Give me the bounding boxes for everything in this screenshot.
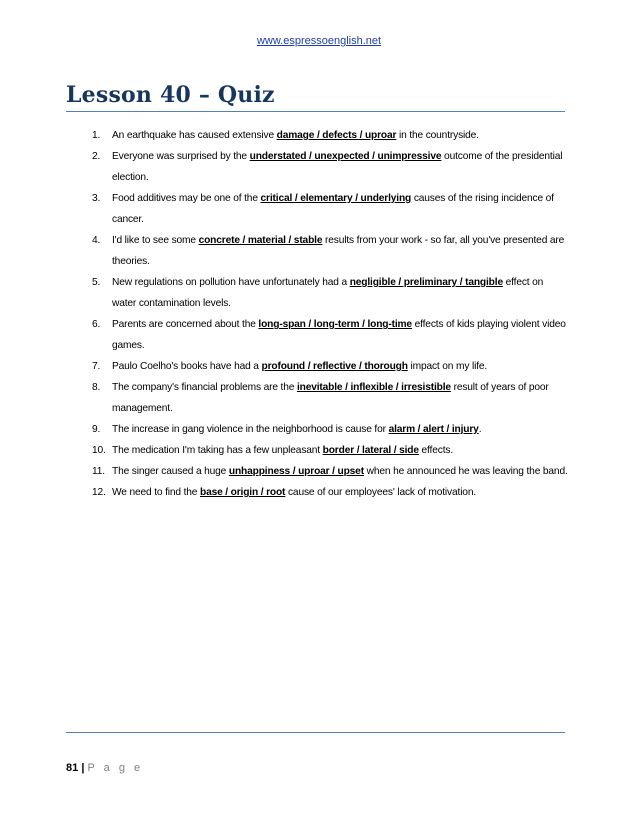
question-text-before: Parents are concerned about the xyxy=(112,319,259,330)
item-number: 3. xyxy=(92,193,101,204)
answer-choices: border / lateral / side xyxy=(322,445,419,456)
quiz-item-5 xyxy=(94,272,570,314)
item-number: 1. xyxy=(92,130,101,141)
question-text-after: results from your work - so far, all you've presented are theories. xyxy=(112,235,565,267)
question-text-after: in the countryside. xyxy=(396,130,479,141)
item-number: 6. xyxy=(92,319,101,330)
question-text-after: . xyxy=(478,424,482,435)
lesson-title: Lesson 40 – Quiz xyxy=(66,82,275,108)
item-number: 5. xyxy=(92,277,101,288)
footer-divider xyxy=(66,732,565,733)
item-number: 11. xyxy=(92,466,105,477)
item-number: 4. xyxy=(92,235,101,246)
quiz-item-3 xyxy=(94,188,570,230)
answer-choices: damage / defects / uproar xyxy=(276,130,397,141)
item-number: 12. xyxy=(92,487,106,498)
answer-choices: negligible / preliminary / tangible xyxy=(349,277,503,288)
quiz-list xyxy=(94,125,570,503)
answer-choices: concrete / material / stable xyxy=(198,235,323,246)
item-number: 9. xyxy=(92,424,101,435)
question-text-before: The company's financial problems are the xyxy=(112,382,297,393)
question-text-after: causes of the rising incidence of cancer. xyxy=(112,193,554,225)
answer-choices: alarm / alert / injury xyxy=(388,424,479,435)
website-link[interactable]: www.espressoenglish.net xyxy=(256,35,382,47)
question-text-before: I'd like to see some xyxy=(112,235,199,246)
question-text-after: effect on water contamination levels. xyxy=(112,277,544,309)
question-text-after: outcome of the presidential election. xyxy=(112,151,563,183)
quiz-item-8 xyxy=(94,377,570,419)
quiz-item-12 xyxy=(94,482,570,503)
question-text-before: We need to find the xyxy=(112,487,200,498)
answer-choices: base / origin / root xyxy=(200,487,286,498)
question-text-after: effects. xyxy=(418,445,453,456)
quiz-item-6 xyxy=(94,314,570,356)
quiz-item-1 xyxy=(94,125,570,146)
quiz-item-11 xyxy=(94,461,570,482)
question-text-after: when he announced he was leaving the band. xyxy=(363,466,568,477)
answer-choices: long-span / long-term / long-time xyxy=(258,319,412,330)
question-text-before: An earthquake has caused extensive xyxy=(112,130,277,141)
quiz-item-7 xyxy=(94,356,570,377)
page-number: 81 xyxy=(66,762,79,774)
question-text-before: New regulations on pollution have unfortunately had a xyxy=(112,277,350,288)
question-text-after: cause of our employees' lack of motivation. xyxy=(285,487,477,498)
answer-choices: profound / reflective / thorough xyxy=(261,361,408,372)
question-text-before: Paulo Coelho's books have had a xyxy=(112,361,262,372)
item-number: 2. xyxy=(92,151,101,162)
quiz-item-10 xyxy=(94,440,570,461)
question-text-before: The medication I'm taking has a few unpleasant xyxy=(112,445,323,456)
answer-choices: understated / unexpected / unimpressive xyxy=(249,151,442,162)
question-text-before: Everyone was surprised by the xyxy=(112,151,250,162)
title-divider xyxy=(66,111,565,112)
item-number: 10. xyxy=(92,445,106,456)
question-text-before: Food additives may be one of the xyxy=(112,193,261,204)
quiz-item-4 xyxy=(94,230,570,272)
answer-choices: critical / elementary / underlying xyxy=(260,193,412,204)
question-text-after: impact on my life. xyxy=(407,361,488,372)
quiz-item-9 xyxy=(94,419,570,440)
page-footer xyxy=(66,762,143,774)
page-separator: | xyxy=(81,762,85,774)
item-number: 8. xyxy=(92,382,101,393)
page-label: P a g e xyxy=(87,762,144,774)
item-number: 7. xyxy=(92,361,101,372)
answer-choices: inevitable / inflexible / irresistible xyxy=(296,382,451,393)
question-text-after: effects of kids playing violent video games. xyxy=(112,319,566,351)
quiz-item-2 xyxy=(94,146,570,188)
question-text-before: The singer caused a huge xyxy=(112,466,229,477)
question-text-before: The increase in gang violence in the neighborhood is cause for xyxy=(112,424,389,435)
question-text-after: result of years of poor management. xyxy=(112,382,549,414)
answer-choices: unhappiness / uproar / upset xyxy=(228,466,364,477)
